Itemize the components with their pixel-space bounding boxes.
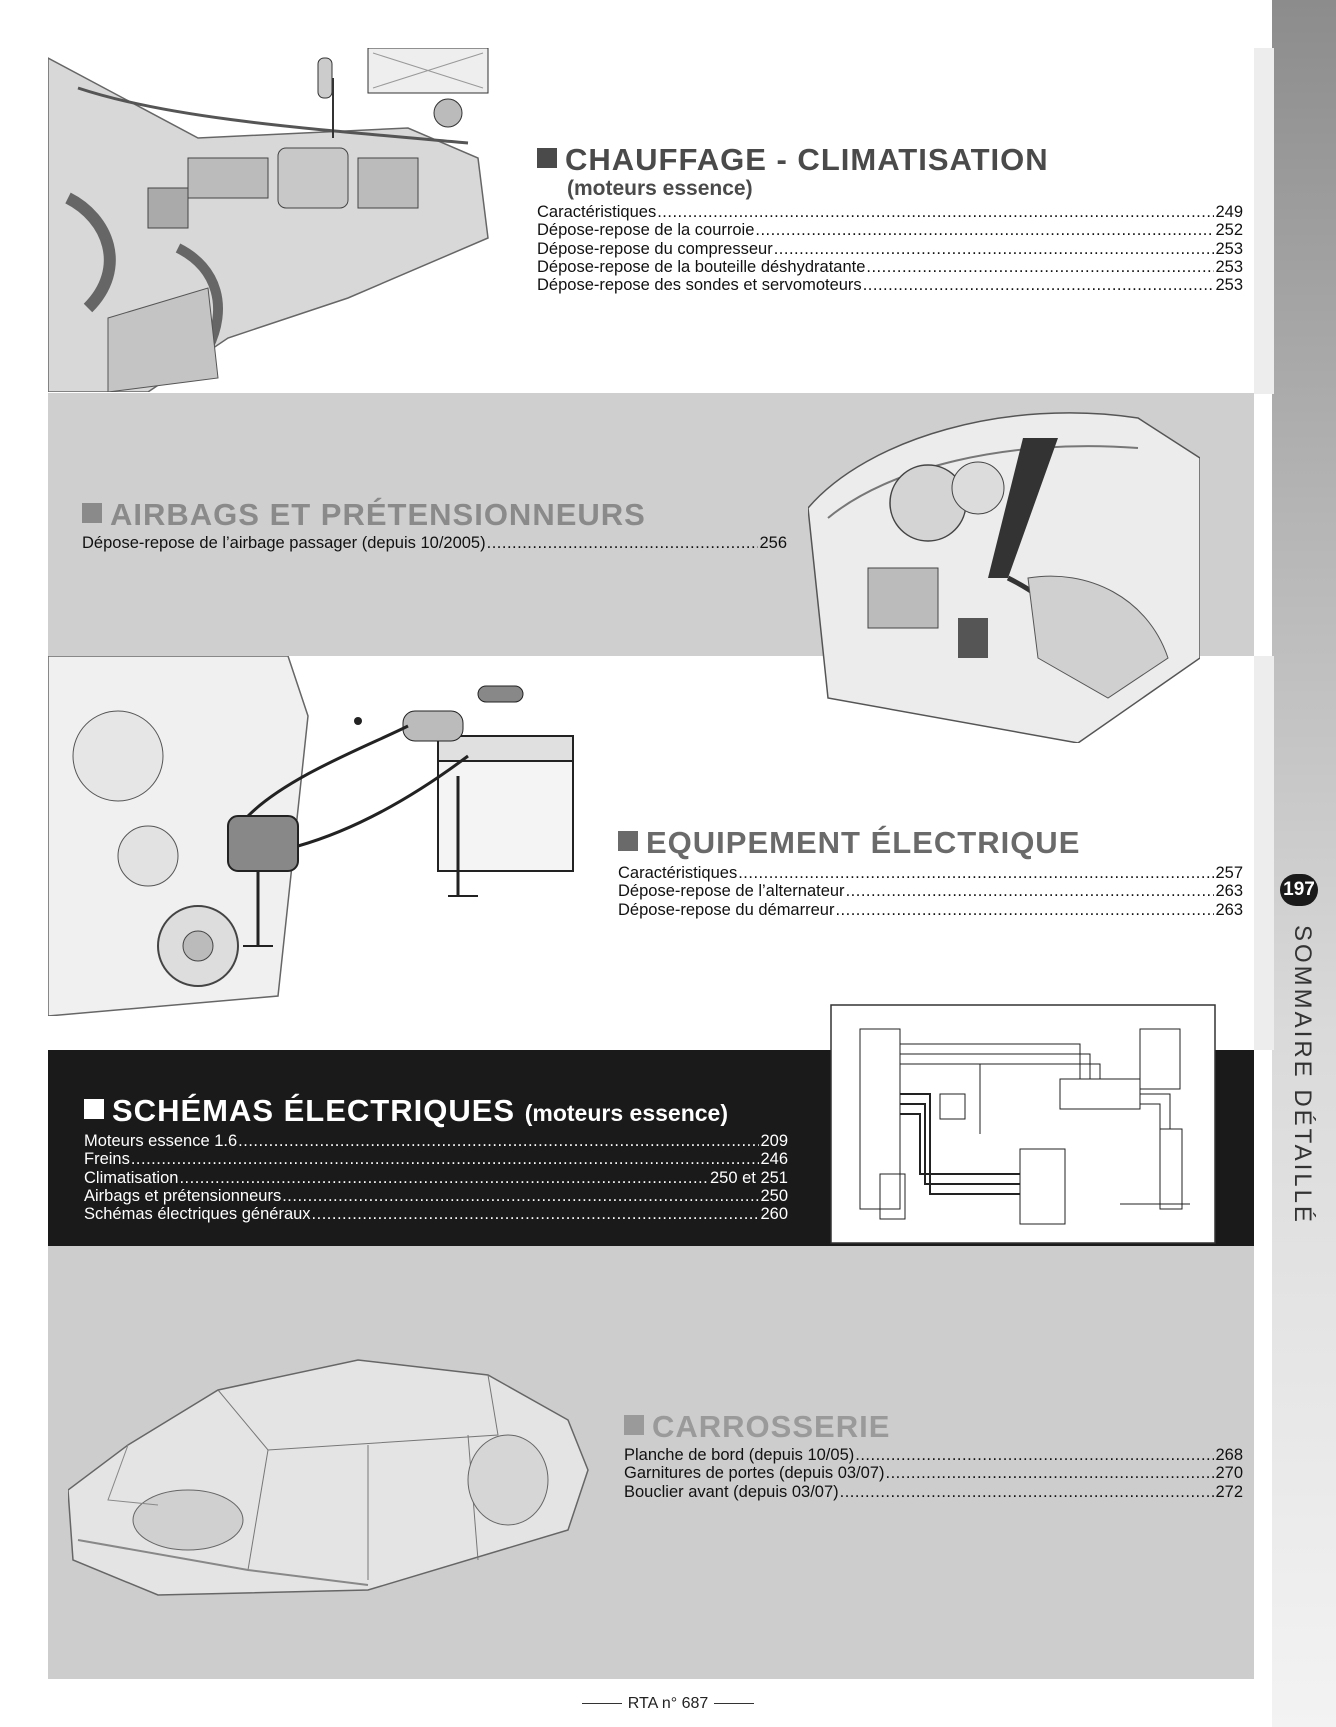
sidebar-tab-top bbox=[1254, 48, 1274, 394]
dashboard-hvac-illustration bbox=[48, 48, 518, 392]
toc-entry[interactable]: Dépose-repose de la bouteille déshydratante ..... 253 bbox=[537, 258, 1243, 276]
chauffage-title: CHAUFFAGE - CLIMATISATION bbox=[537, 143, 1243, 177]
toc-entry[interactable]: Dépose-repose de la courroie ..... 252 bbox=[537, 221, 1243, 239]
toc-entry[interactable]: Dépose-repose du compresseur ..... 253 bbox=[537, 240, 1243, 258]
toc-entry[interactable]: Dépose-repose du démarreur ..... 263 bbox=[618, 901, 1243, 919]
equipement-toc bbox=[618, 864, 1243, 919]
section-chauffage bbox=[537, 143, 1243, 294]
toc-entry[interactable]: Dépose-repose de l’alternateur ..... 263 bbox=[618, 882, 1243, 900]
title-square-icon bbox=[82, 503, 102, 523]
airbags-toc bbox=[82, 534, 787, 552]
schemas-title: SCHÉMAS ÉLECTRIQUES (moteurs essence) bbox=[84, 1094, 788, 1130]
airbags-title: AIRBAGS ET PRÉTENSIONNEURS bbox=[82, 498, 787, 532]
page-footer: RTA n° 687 bbox=[0, 1695, 1336, 1713]
carrosserie-title: CARROSSERIE bbox=[624, 1410, 1243, 1444]
title-square-icon bbox=[537, 148, 557, 168]
section-schemas bbox=[84, 1094, 788, 1223]
section-equipement bbox=[618, 826, 1243, 919]
cabin-airbag-illustration bbox=[808, 398, 1200, 743]
toc-entry[interactable]: Bouclier avant (depuis 03/07) ..... 272 bbox=[624, 1483, 1243, 1501]
toc-entry[interactable]: Airbags et prétensionneurs ..... 250 bbox=[84, 1187, 788, 1205]
section-carrosserie bbox=[624, 1410, 1243, 1501]
carrosserie-toc bbox=[624, 1446, 1243, 1501]
car-body-illustration bbox=[68, 1340, 608, 1610]
chauffage-subtitle: (moteurs essence) bbox=[567, 177, 753, 200]
title-square-icon bbox=[618, 831, 638, 851]
chauffage-toc bbox=[537, 203, 1243, 294]
page-number-badge: 197 bbox=[1280, 874, 1318, 906]
sidebar-tab-mid bbox=[1254, 656, 1274, 1050]
toc-entry[interactable]: Schémas électriques généraux ..... 260 bbox=[84, 1205, 788, 1223]
sidebar-gradient bbox=[1272, 0, 1336, 1727]
toc-entry[interactable]: Caractéristiques ..... 249 bbox=[537, 203, 1243, 221]
toc-entry[interactable]: Dépose-repose des sondes et servomoteurs ..... 253 bbox=[537, 276, 1243, 294]
title-square-icon bbox=[624, 1415, 644, 1435]
toc-entry[interactable]: Caractéristiques ..... 257 bbox=[618, 864, 1243, 882]
equipement-title: EQUIPEMENT ÉLECTRIQUE bbox=[618, 826, 1243, 860]
section-airbags bbox=[82, 498, 787, 552]
toc-entry[interactable]: Planche de bord (depuis 10/05) ..... 268 bbox=[624, 1446, 1243, 1464]
toc-entry[interactable]: Freins ..... 246 bbox=[84, 1150, 788, 1168]
title-square-icon bbox=[84, 1099, 104, 1119]
toc-entry[interactable]: Garnitures de portes (depuis 03/07) ..... 270 bbox=[624, 1464, 1243, 1482]
wiring-diagram-illustration bbox=[830, 1004, 1216, 1244]
schemas-toc bbox=[84, 1132, 788, 1223]
toc-entry[interactable]: Moteurs essence 1.6 ..... 209 bbox=[84, 1132, 788, 1150]
sidebar-label: SOMMAIRE DÉTAILLÉ bbox=[1289, 925, 1316, 1225]
footer-rule bbox=[714, 1703, 754, 1704]
toc-entry[interactable]: Climatisation ..... 250 et 251 bbox=[84, 1169, 788, 1187]
footer-rule bbox=[582, 1703, 622, 1704]
schemas-subtitle: (moteurs essence) bbox=[524, 1100, 728, 1126]
engine-starter-illustration bbox=[48, 656, 588, 1016]
toc-entry[interactable]: Dépose-repose de l’airbage passager (depuis 10/2005) ..... 256 bbox=[82, 534, 787, 552]
